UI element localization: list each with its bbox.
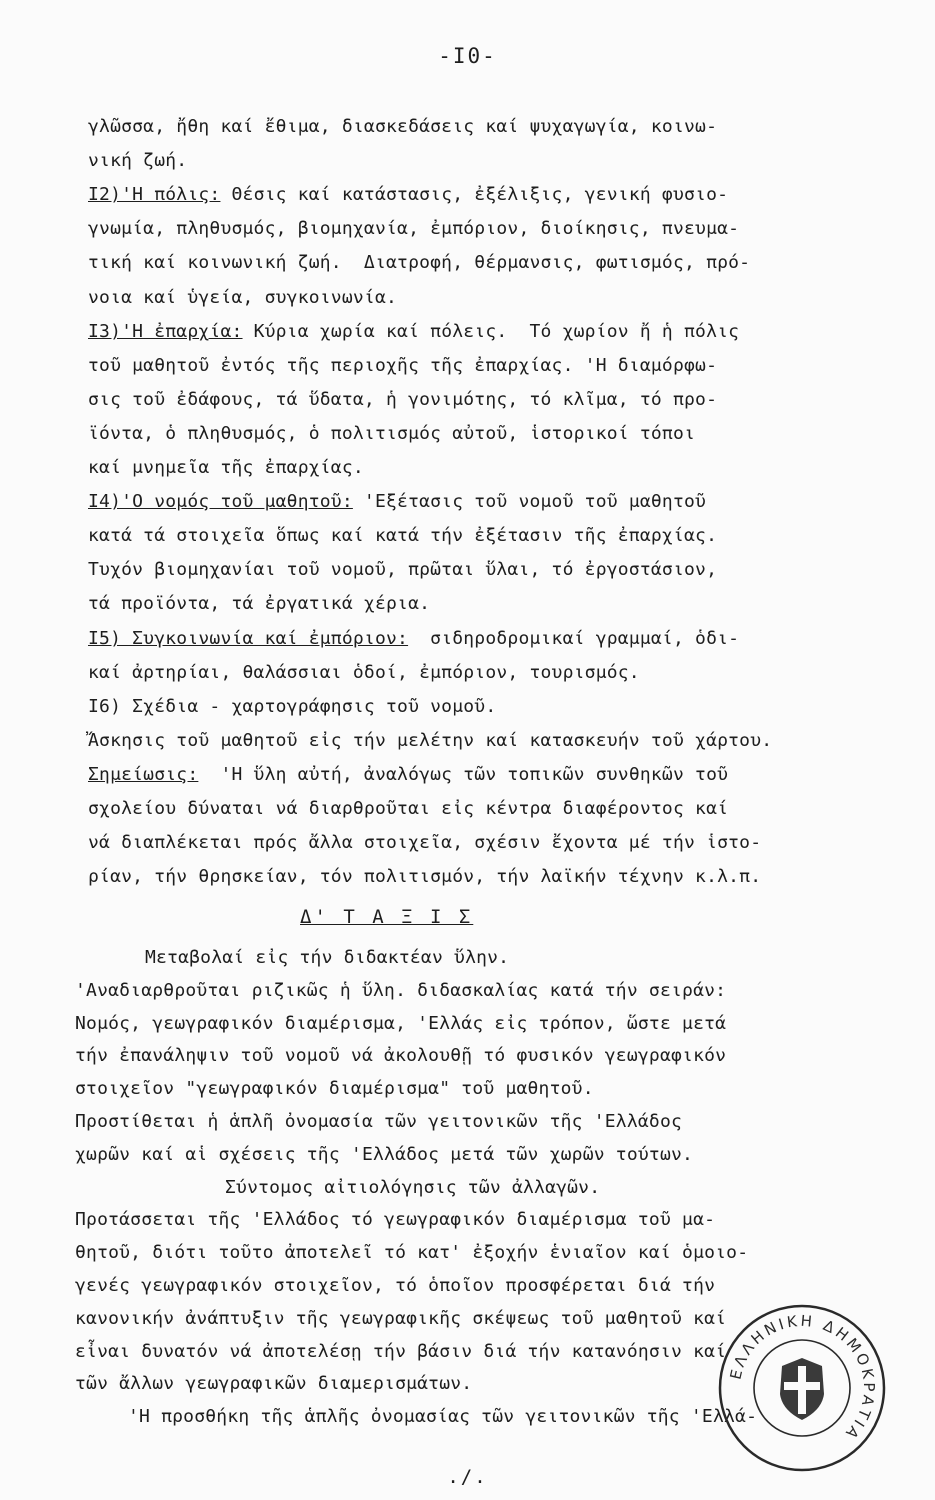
text-line xyxy=(145,946,509,970)
text-segment: νοια καί ὑγεία, συγκοινωνία. xyxy=(88,286,398,308)
text-segment: Προστίθεται ἡ ἁπλῆ ὀνομασία τῶν γειτονικῶν τῆς 'Ελλάδος xyxy=(75,1111,683,1132)
text-segment: Μεταβολαί εἰς τήν διδακτέαν ὕλην. xyxy=(145,947,510,968)
page-number: -Ι0- xyxy=(438,44,497,68)
text-line xyxy=(88,456,364,480)
text-segment: 'Η προσθήκη τῆς ἁπλῆς ὀνομασίας τῶν γειτονικῶν τῆς 'Ελλά- xyxy=(128,1406,758,1428)
text-segment: Θέσις καί κατάστασις, ἐξέλιξις, γενική φυσιο- xyxy=(220,184,729,206)
text-segment: τική καί κοινωνική ζωή. Διατροφή, θέρμανσις, φωτισμός, πρό- xyxy=(88,252,751,274)
text-segment: 'Η ὕλη αὐτή, ἀναλόγως τῶν τοπικῶν συνθηκῶν τοῦ xyxy=(198,763,729,785)
text-segment: γενές γεωγραφικόν στοιχεῖον, τό ὁποῖον προσφέρεται διά τήν xyxy=(75,1275,716,1296)
underlined-term: Σημείωσις: xyxy=(88,763,199,785)
page-continuation-mark: ./. xyxy=(447,1466,488,1488)
section-heading: Δ' Τ Α Ξ Ι Σ xyxy=(300,906,474,928)
text-line xyxy=(88,115,717,139)
text-segment: σιδηροδρομικαί γραμμαί, ὁδι- xyxy=(408,627,740,649)
text-line xyxy=(88,627,739,651)
text-line xyxy=(128,1405,757,1429)
text-segment: στοιχεῖον "γεωγραφικόν διαμέρισμα" τοῦ μαθητοῦ. xyxy=(75,1078,594,1100)
text-segment: καί ἀρτηρίαι, θαλάσσιαι ὁδοί, ἐμπόριον, τουρισμός. xyxy=(88,661,640,683)
text-segment: 'Αναδιαρθροῦται ριζικῶς ἡ ὕλη. διδασκαλίας κατά τήν σειράν: xyxy=(75,979,727,1001)
underlined-term: Ι4)'Ο νομός τοῦ μαθητοῦ: xyxy=(88,491,353,513)
text-line xyxy=(225,1176,600,1200)
text-segment: θητοῦ, διότι τοῦτο ἀποτελεῖ τό κατ' ἐξοχήν ἑνιαῖον καί ὁμοιο- xyxy=(75,1242,749,1264)
text-line xyxy=(88,320,739,344)
text-line xyxy=(75,1372,472,1396)
text-line xyxy=(88,695,496,719)
text-line xyxy=(88,183,728,207)
stamp-ring-text: ΕΛΛΗΝΙΚΗ ΔΗΜΟΚΡΑΤΙΑ xyxy=(726,1311,879,1445)
text-line xyxy=(88,251,750,275)
text-segment: Προτάσσεται τῆς 'Ελλάδος τό γεωγραφικόν διαμέρισμα τοῦ μα- xyxy=(75,1209,716,1231)
text-line xyxy=(88,797,728,821)
text-line xyxy=(88,490,706,514)
text-segment: γνωμία, πληθυσμός, βιομηχανία, ἐμπόριον, διοίκησις, πνευμα- xyxy=(88,218,740,240)
text-line xyxy=(75,1340,726,1364)
text-segment: νά διαπλέκεται πρός ἄλλα στοιχεῖα, σχέσιν ἔχοντα μέ τήν ἱστο- xyxy=(88,832,762,854)
text-line xyxy=(75,1012,726,1036)
text-segment: νική ζωή. xyxy=(88,150,188,172)
text-line xyxy=(88,149,187,173)
underlined-term: Ι5) Συγκοινωνία καί ἐμπόριον: xyxy=(88,627,409,649)
text-line xyxy=(75,1241,748,1265)
text-segment: καί μνημεῖα τῆς ἐπαρχίας. xyxy=(88,457,364,478)
text-segment: Νομός, γεωγραφικόν διαμέρισμα, 'Ελλάς εἰς τρόπον, ὥστε μετά xyxy=(75,1012,727,1034)
text-line xyxy=(88,729,772,753)
text-segment: Ἄσκησις τοῦ μαθητοῦ εἰς τήν μελέτην καί κατασκευήν τοῦ χάρτου. xyxy=(88,729,773,751)
text-segment: Ι6) Σχέδια - χαρτογράφησις τοῦ νομοῦ. xyxy=(88,695,497,717)
text-line xyxy=(88,388,717,412)
text-segment: χωρῶν καί αἱ σχέσεις τῆς 'Ελλάδος μετά τῶν χωρῶν τούτων. xyxy=(75,1143,694,1165)
text-segment: τά προϊόντα, τά ἐργατικά χέρια. xyxy=(88,593,431,615)
text-line xyxy=(88,831,761,855)
text-line xyxy=(75,1208,715,1232)
text-line xyxy=(88,524,717,548)
text-line xyxy=(75,1110,682,1134)
underlined-term: Ι3)'Η ἐπαρχία: xyxy=(88,320,243,342)
text-line xyxy=(88,558,717,582)
underlined-term: Ι2)'Η πόλις: xyxy=(88,184,221,206)
text-line xyxy=(75,1307,726,1331)
text-line xyxy=(88,286,397,310)
text-segment: κανονικήν ἀνάπτυξιν τῆς γεωγραφικῆς σκέψεως τοῦ μαθητοῦ καί xyxy=(75,1307,727,1329)
text-line xyxy=(75,979,726,1003)
text-line xyxy=(88,592,430,616)
text-segment: σις τοῦ ἐδάφους, τά ὕδατα, ἡ γονιμότης, τό κλῖμα, τό προ- xyxy=(88,388,718,410)
text-line xyxy=(88,865,761,889)
text-line xyxy=(88,661,640,685)
text-segment: κατά τά στοιχεῖα ὅπως καί κατά τήν ἐξέτασιν τῆς ἐπαρχίας. xyxy=(88,525,718,547)
text-line xyxy=(88,217,739,241)
text-segment: Σύντομος αἰτιολόγησις τῶν ἀλλαγῶν. xyxy=(225,1176,601,1198)
cross-emblem-icon xyxy=(780,1358,824,1420)
text-line xyxy=(75,1143,693,1167)
text-line xyxy=(75,1077,594,1101)
text-segment: ρίαν, τήν θρησκείαν, τόν πολιτισμόν, τήν λαϊκήν τέχνην κ.λ.π. xyxy=(88,866,762,888)
text-segment: Κύρια χωρία καί πόλεις. Τό χωρίον ἤ ἡ πόλις xyxy=(242,320,740,342)
text-segment: σχολείου δύναται νά διαρθροῦται εἰς κέντρα διαφέροντος καί xyxy=(88,798,729,819)
text-segment: 'Εξέτασις τοῦ νομοῦ τοῦ μαθητοῦ xyxy=(352,491,707,513)
text-segment: τοῦ μαθητοῦ ἐντός τῆς περιοχῆς τῆς ἐπαρχίας. 'Η διαμόρφω- xyxy=(88,354,718,376)
text-line xyxy=(75,1044,726,1068)
text-segment: γλῶσσα, ἤθη καί ἔθιμα, διασκεδάσεις καί ψυχαγωγία, κοινω- xyxy=(88,116,718,137)
text-line xyxy=(88,422,695,446)
text-line xyxy=(88,763,728,787)
text-line xyxy=(75,1274,715,1298)
text-segment: ϊόντα, ὁ πληθυσμός, ὁ πολιτισμός αὐτοῦ, ἱστορικοί τόποι xyxy=(88,422,696,444)
text-segment: εἶναι δυνατόν νά ἀποτελέσῃ τήν βάσιν διά τήν κατανόησιν καί xyxy=(75,1340,727,1362)
text-segment: τῶν ἄλλων γεωγραφικῶν διαμερισμάτων. xyxy=(75,1373,473,1395)
text-segment: τήν ἐπανάληψιν τοῦ νομοῦ νά ἀκολουθῇ τό φυσικόν γεωγραφικόν xyxy=(75,1045,727,1067)
official-stamp xyxy=(712,1298,892,1478)
text-segment: Τυχόν βιομηχανίαι τοῦ νομοῦ, πρῶται ὕλαι, τό ἐργοστάσιον, xyxy=(88,559,718,581)
text-line xyxy=(88,354,717,378)
